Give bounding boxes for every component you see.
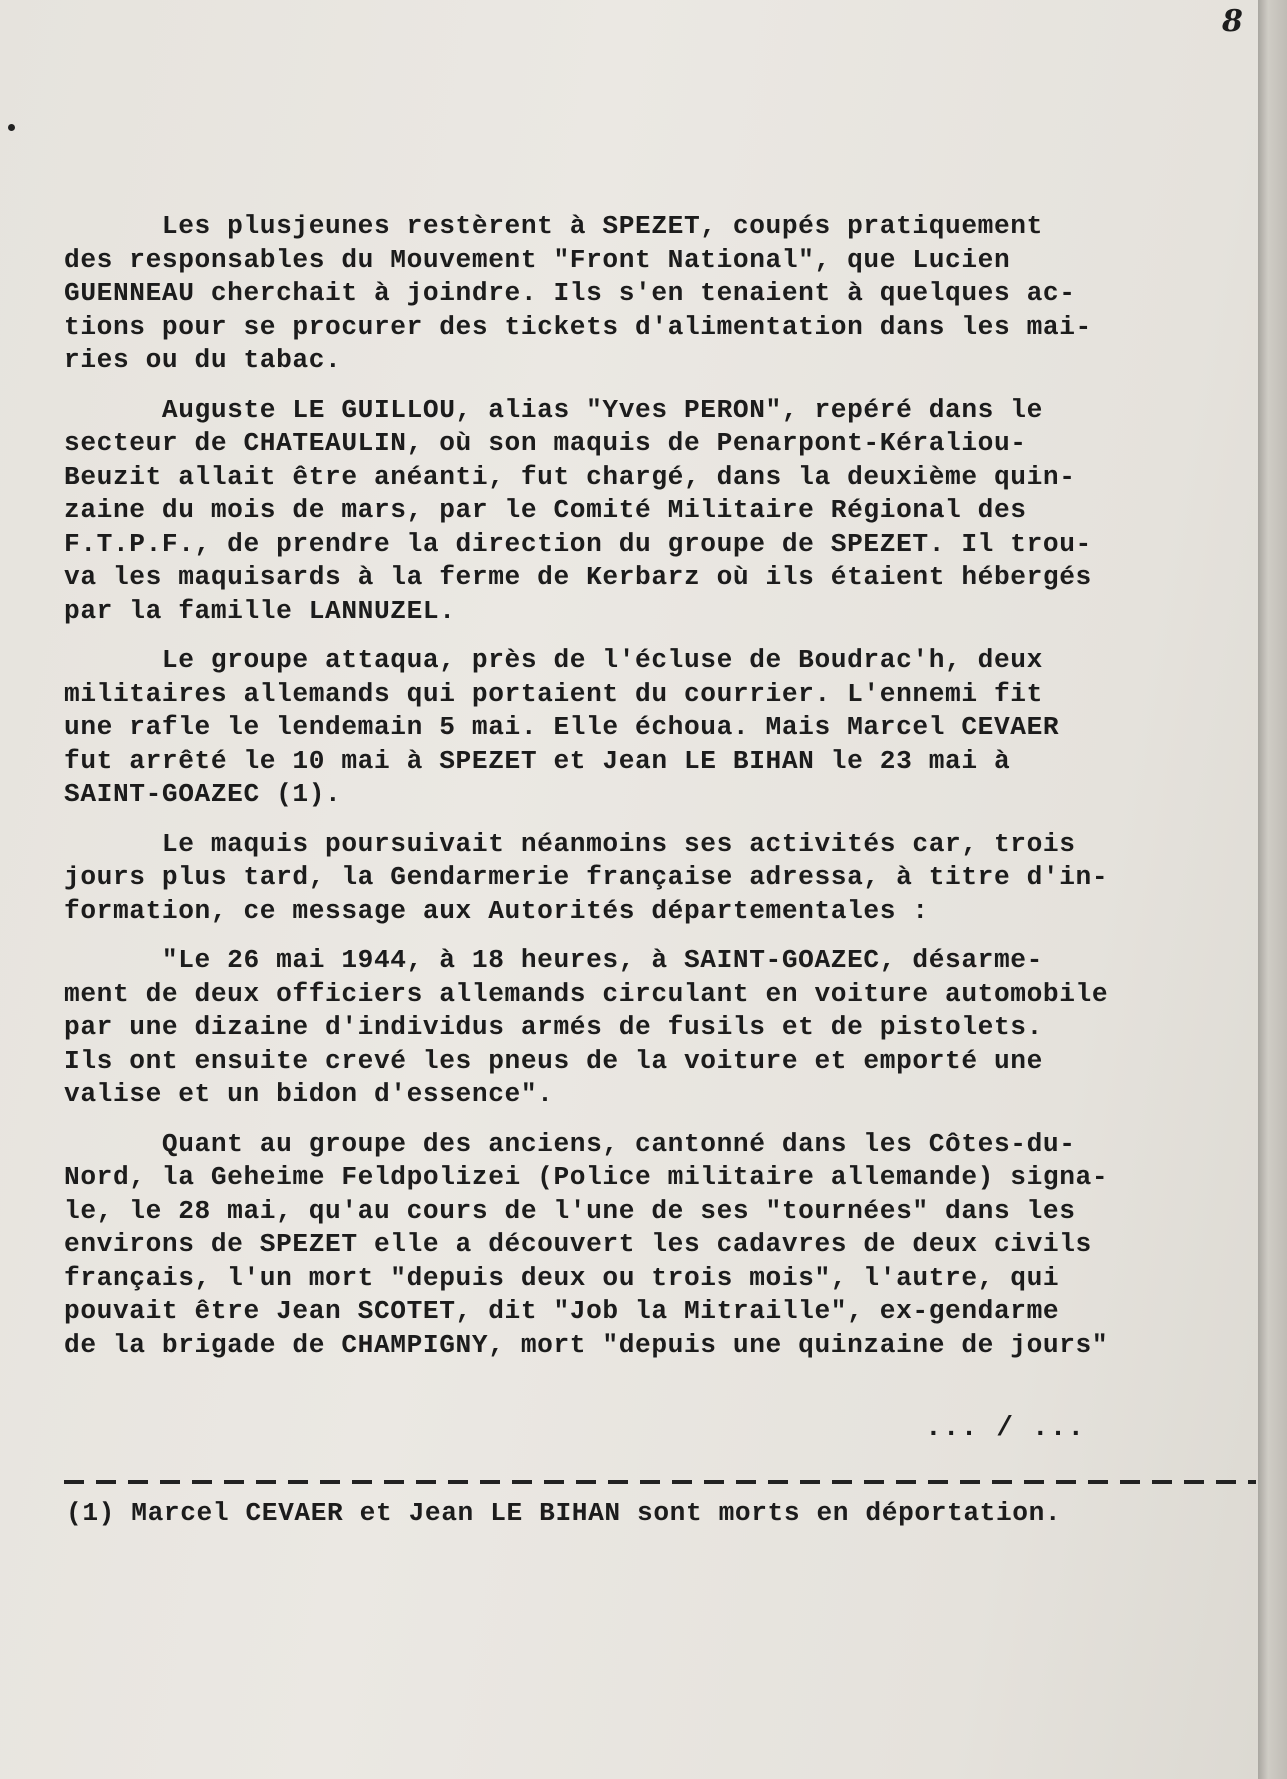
- paragraph: [64, 394, 1256, 629]
- text-line: français, l'un mort "depuis deux ou trois mois", l'autre, qui: [64, 1262, 1060, 1293]
- text-line: Les plusjeunes restèrent à SPEZET, coupés pratiquement: [64, 211, 1043, 241]
- paragraph: [64, 1128, 1256, 1363]
- text-line: par une dizaine d'individus armés de fusils et de pistolets.: [64, 1012, 1043, 1042]
- footnote-separator: [64, 1480, 1256, 1484]
- text-line: pouvait être Jean SCOTET, dit "Job la Mitraille", ex-gendarme: [64, 1296, 1060, 1326]
- text-line: F.T.P.F., de prendre la direction du groupe de SPEZET. Il trou-: [64, 528, 1092, 559]
- page-stack-edge: [1258, 0, 1287, 1779]
- punch-mark: [8, 124, 15, 131]
- text-line: environs de SPEZET elle a découvert les cadavres de deux civils: [64, 1229, 1092, 1259]
- text-line: de la brigade de CHAMPIGNY, mort "depuis une quinzaine de jours": [64, 1329, 1109, 1360]
- text-line: le, le 28 mai, qu'au cours de l'une de ses "tournées" dans les: [64, 1195, 1076, 1226]
- quotation: [64, 944, 1256, 1112]
- text-line: militaires allemands qui portaient du courrier. L'ennemi fit: [64, 678, 1043, 709]
- text-line: Beuzit allait être anéanti, fut chargé, dans la deuxième quin-: [64, 461, 1076, 492]
- footnote: (1) Marcel CEVAER et Jean LE BIHAN sont morts en déportation.: [66, 1498, 1062, 1528]
- text-line: "Le 26 mai 1944, à 18 heures, à SAINT-GOAZEC, désarme-: [64, 945, 1043, 975]
- text-line: ment de deux officiers allemands circulant en voiture automobile: [64, 978, 1109, 1009]
- text-line: valise et un bidon d'essence".: [64, 1079, 554, 1109]
- paragraph: [64, 828, 1256, 929]
- text-line: des responsables du Mouvement "Front National", que Lucien: [64, 244, 1011, 275]
- paragraph: [64, 210, 1256, 378]
- text-line: formation, ce message aux Autorités départementales :: [64, 895, 929, 926]
- text-line: fut arrêté le 10 mai à SPEZET et Jean LE BIHAN le 23 mai à: [64, 745, 1011, 776]
- text-line: GUENNEAU cherchait à joindre. Ils s'en tenaient à quelques ac-: [64, 278, 1076, 308]
- text-line: SAINT-GOAZEC (1).: [64, 779, 342, 809]
- text-line: Auguste LE GUILLOU, alias "Yves PERON", repéré dans le: [64, 394, 1043, 425]
- text-line: tions pour se procurer des tickets d'alimentation dans les mai-: [64, 311, 1092, 342]
- text-line: zaine du mois de mars, par le Comité Militaire Régional des: [64, 495, 1027, 525]
- text-line: secteur de CHATEAULIN, où son maquis de Penarpont-Kéraliou-: [64, 428, 1027, 458]
- continuation-mark: ... / ...: [925, 1413, 1086, 1444]
- text-line: Le groupe attaqua, près de l'écluse de Boudrac'h, deux: [64, 645, 1043, 675]
- text-line: par la famille LANNUZEL.: [64, 595, 456, 626]
- text-line: Ils ont ensuite crevé les pneus de la voiture et emporté une: [64, 1045, 1043, 1076]
- body-text: [64, 210, 1256, 1362]
- text-line: Le maquis poursuivait néanmoins ses activités car, trois: [64, 828, 1076, 859]
- text-line: ries ou du tabac.: [64, 345, 342, 375]
- text-line: une rafle le lendemain 5 mai. Elle échoua. Mais Marcel CEVAER: [64, 712, 1060, 742]
- text-line: va les maquisards à la ferme de Kerbarz où ils étaient hébergés: [64, 562, 1092, 592]
- paragraph: [64, 644, 1256, 812]
- page-number: 8: [1222, 4, 1243, 39]
- text-line: Quant au groupe des anciens, cantonné dans les Côtes-du-: [64, 1128, 1076, 1159]
- text-line: Nord, la Geheime Feldpolizei (Police militaire allemande) signa-: [64, 1162, 1109, 1192]
- text-line: jours plus tard, la Gendarmerie française adressa, à titre d'in-: [64, 862, 1109, 892]
